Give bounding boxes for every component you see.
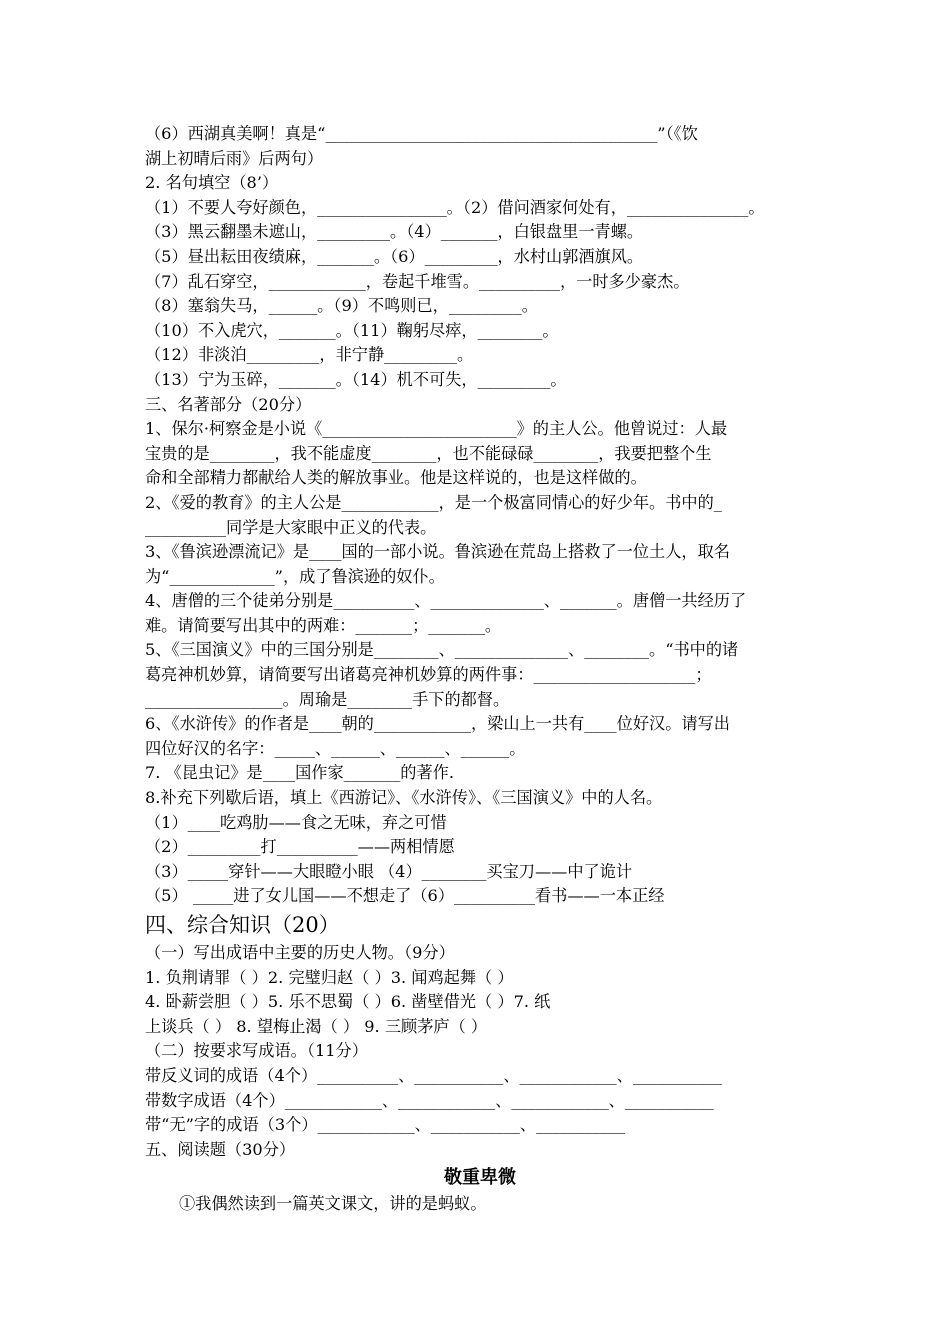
text-line: （8）塞翁失马，______。（9）不鸣则已，_________。 [145, 296, 538, 316]
text-line: 2、《爱的教育》的主人公是____________，是一个极富同情心的好少年。书中的_ [145, 492, 722, 512]
text-line: 宝贵的是________，我不能虚度________，也不能碌碌________，我要把整个生 [145, 443, 712, 463]
text-line: （6）西湖真美啊！真是“_________________________________________”（《饮 [145, 124, 698, 143]
text-line: 四位好汉的名字：_____、______、______、______。 [145, 738, 526, 758]
text-line: 葛亮神机妙算，请简要写出诸葛亮神机妙算的两件事：____________________； [145, 665, 712, 685]
text-line: （3）_____穿针——大眼瞪小眼 （4）________买宝刀——中了诡计 [145, 861, 633, 881]
text-line: （一）写出成语中主要的历史人物。（9分） [145, 943, 455, 962]
text-line: 带数字成语（4个）____________、____________、____________、___________ [145, 1090, 714, 1110]
text-line: （1）不要人夸好颜色，________________。（2）借问酒家何处有，_______________。 [145, 197, 765, 217]
text-line: （3）黑云翻墨未遮山，_________。（4）_______，白银盘里一青螺。 [145, 222, 644, 242]
text-line: 湖上初晴后雨》后两句） [145, 148, 324, 168]
text-line: 6、《水浒传》的作者是____朝的____________，梁山上一共有____位好汉。请写出 [145, 714, 730, 734]
section-heading: 三、名著部分（20分） [145, 394, 312, 414]
text-line: 1. 负荆请罪（ ）2. 完璧归赵（ ）3. 闻鸡起舞（ ） [145, 967, 514, 987]
text-line: （5） _____进了女儿国——不想走了（6）__________看书——一本正经 [145, 886, 665, 906]
text-line: （二）按要求写成语。（11分） [145, 1041, 368, 1061]
text-line: __________同学是大家眼中正义的代表。 [145, 517, 437, 537]
section-heading-large: 四、综合知识（20） [145, 913, 340, 937]
text-line: （7）乱石穿空，____________，卷起千堆雪。__________，一时多少豪杰。 [145, 271, 690, 291]
text-line: 5、《三国演义》中的三国分别是________、______________、________。“书中的诸 [145, 640, 739, 660]
text-line: 带反义词的成语（4个）__________、___________、____________、___________ [145, 1065, 722, 1085]
text-line: 难。请简要写出其中的两难：_______；_______。 [145, 615, 502, 635]
text-line: （5）昼出耘田夜绩麻，_______。（6）_________，水村山郭酒旗风。 [145, 246, 644, 266]
text-line: _________________。周瑜是________手下的都督。 [145, 689, 510, 709]
text-line: 7. 《昆虫记》是____国作家_______的著作. [145, 763, 455, 783]
text-line: （10）不入虎穴，_______。（11）鞠躬尽瘁，________。 [145, 320, 559, 340]
text-line: 4. 卧薪尝胆（ ）5. 乐不思蜀（ ）6. 凿壁借光（ ）7. 纸 [145, 992, 551, 1012]
section-heading: 2. 名句填空（8’） [145, 173, 279, 193]
text-line: 带“无”字的成语（3个）____________、___________、___________ [145, 1115, 626, 1135]
reading-title: 敬重卑微 [444, 1167, 516, 1189]
text-line: （1）____吃鸡肋——食之无味，弃之可惜 [145, 812, 447, 832]
text-line: （13）宁为玉碎，_______。（14）机不可失，_________。 [145, 369, 567, 389]
section-heading: 五、阅读题（30分） [145, 1139, 296, 1159]
text-line: 上谈兵（ ） 8. 望梅止渴（ ） 9. 三顾茅庐（ ） [145, 1016, 488, 1036]
reading-paragraph: ①我偶然读到一篇英文课文，讲的是蚂蚁。 [179, 1194, 487, 1214]
exam-page [145, 122, 815, 1217]
text-line: （2）_________打__________——两相情愿 [145, 837, 455, 857]
text-line: 1、保尔·柯察金是小说《________________________》的主人公。他曾说过：人最 [145, 419, 728, 439]
text-line: 3、《鲁滨逊漂流记》是____国的一部小说。鲁滨逊在荒岛上搭救了一位土人，取名 [145, 542, 730, 562]
text-line: （12）非淡泊_________，非宁静_________。 [145, 345, 474, 365]
text-line: 命和全部精力都献给人类的解放事业。他是这样说的，也是这样做的。 [145, 468, 647, 488]
text-line: 4、唐僧的三个徒弟分别是__________、______________、_______。唐僧一共经历了 [145, 591, 747, 611]
text-line: 8.补充下列歇后语，填上《西游记》、《水浒传》、《三国演义》中的人名。 [145, 788, 663, 808]
text-line: 为“_____________”，成了鲁滨逊的奴仆。 [145, 566, 445, 586]
